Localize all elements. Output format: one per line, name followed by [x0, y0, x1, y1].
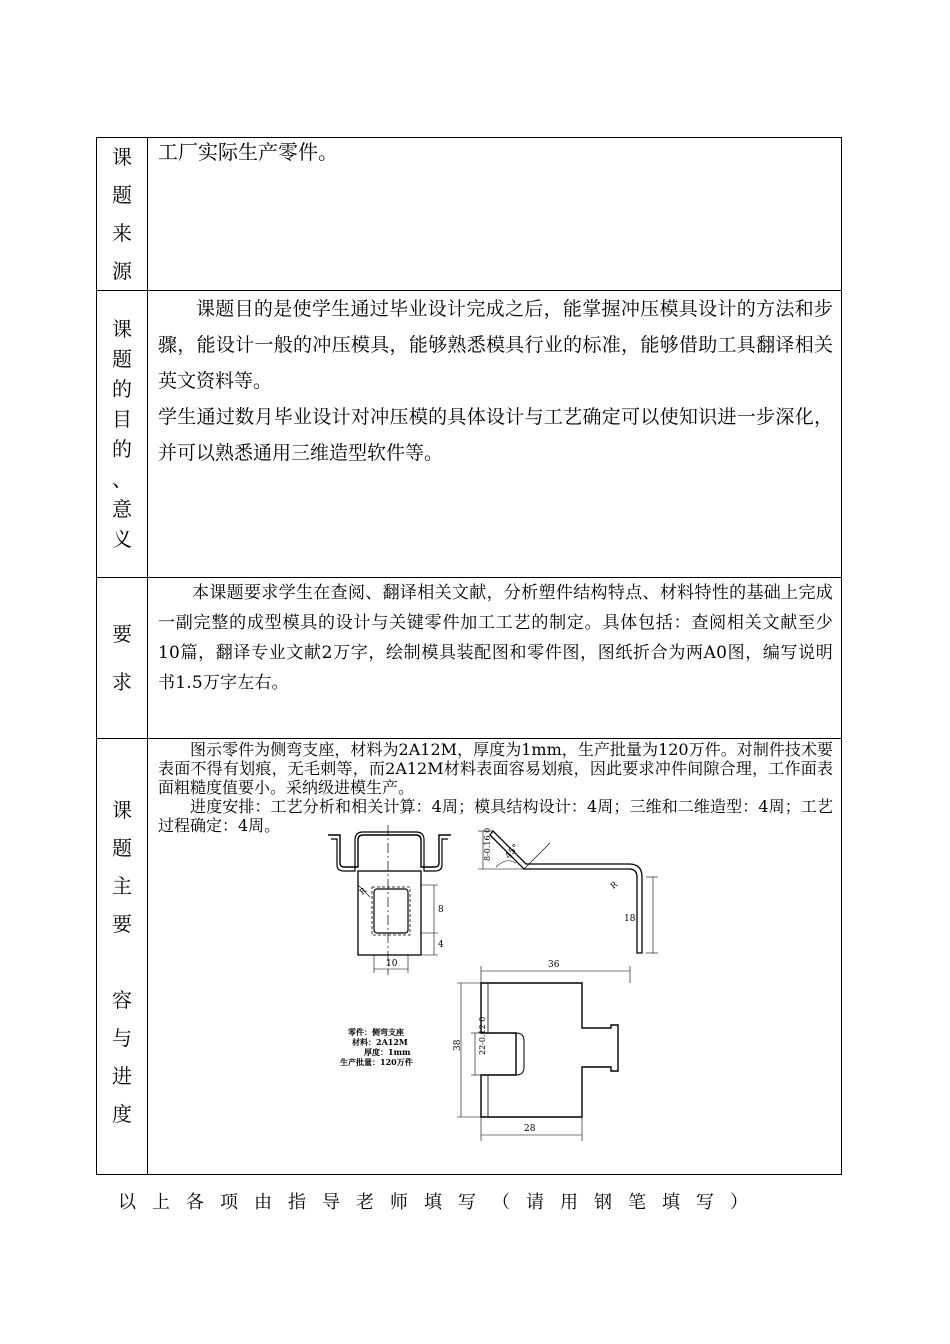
- row-label-content-progress: [97, 739, 148, 1175]
- label-char: 课: [112, 317, 132, 341]
- source-text: 工厂实际生产零件。: [158, 140, 338, 164]
- side-view: [478, 831, 658, 953]
- label-char: 来: [112, 221, 132, 245]
- dim-tolerance-22: 22-0.12 0: [478, 1016, 487, 1055]
- label-char: 课: [112, 797, 132, 822]
- dim-18: 18: [624, 914, 636, 924]
- row-label-purpose: [97, 291, 148, 578]
- note-line: 生产批量：120万件: [340, 1057, 413, 1067]
- row-label-requirements: [97, 578, 148, 739]
- label-char: 目: [112, 407, 132, 431]
- row-label-source: [97, 138, 148, 291]
- source-cell: [148, 138, 842, 291]
- note-line: 厚度：1mm: [364, 1047, 411, 1057]
- dim-38: 38: [453, 1039, 463, 1051]
- purpose-cell: [148, 291, 842, 578]
- schedule-paragraph: 进度安排：工艺分析和相关计算：4周；模具结构设计：4周；三维和二维造型：4周；工艺过程确定：4周。: [158, 797, 833, 835]
- label-char: 求: [112, 670, 132, 694]
- label-char: 题: [112, 183, 132, 207]
- label-char: 要: [112, 911, 132, 936]
- purpose-paragraph: 学生通过数月毕业设计对冲压模的具体设计与工艺确定可以使知识进一步深化，并可以熟悉通用三维造型软件等。: [158, 406, 833, 464]
- dim-angle-45: 45°: [503, 842, 522, 862]
- label-char: 与: [112, 1025, 132, 1050]
- label-char: 义: [112, 527, 132, 551]
- label-char: 度: [112, 1101, 132, 1126]
- note-line: 零件：侧弯支座: [348, 1027, 404, 1037]
- dim-10: 10: [386, 959, 398, 969]
- dim-r-left: R: [357, 885, 369, 897]
- content-paragraph: 图示零件为侧弯支座，材料为2A12M，厚度为1mm，生产批量为120万件。对制件技术要表面不得有划痕，无毛刺等，而2A12M材料表面容易划痕，因此要求冲件间隙合理，工作面表面粗糙度值要小。采纳级进模生产。: [158, 740, 833, 797]
- label-char: 的: [112, 437, 132, 461]
- part-note: [340, 1027, 413, 1067]
- label-char: 主: [112, 873, 132, 898]
- part-drawing: [328, 825, 668, 1134]
- dim-28: 28: [524, 1124, 536, 1134]
- label-char: 课: [112, 145, 132, 169]
- purpose-paragraph: 课题目的是使学生通过毕业设计完成之后，能掌握冲压模具设计的方法和步骤，能设计一般的冲压模具，能够熟悉模具行业的标准，能够借助工具翻译相关英文资料等。: [158, 298, 833, 392]
- dim-tolerance-8: 8-0.16 0: [483, 827, 492, 861]
- label-char: 的: [112, 377, 132, 401]
- label-char: 意: [112, 497, 132, 521]
- requirements-text: 本课题要求学生在查阅、翻译相关文献，分析塑件结构特点、材料特性的基础上完成一副完整的成型模具的设计与关键零件加工工艺的制定。具体包括：查阅相关文献至少10篇，翻译专业文献2万字，绘制模具装配图和零件图，图纸折合为两A0图，编写说明书1.5万字左右。: [158, 583, 833, 693]
- dim-r-right: R: [608, 879, 620, 891]
- front-view: [328, 825, 451, 975]
- dim-8: 8: [438, 905, 444, 915]
- label-char: 题: [112, 347, 132, 371]
- task-form-table: [96, 137, 842, 1175]
- dim-36: 36: [548, 960, 560, 970]
- footer-note: 以上各项由指导老师填写（请用钢笔填写）: [118, 1192, 764, 1213]
- content-progress-cell: [148, 739, 842, 1175]
- label-char: 要: [112, 622, 132, 646]
- label-char: 题: [112, 835, 132, 860]
- label-char: 容: [112, 987, 132, 1012]
- dim-4: 4: [438, 940, 444, 950]
- label-char: 源: [112, 259, 132, 283]
- requirements-cell: [148, 578, 842, 739]
- label-char: 、: [112, 467, 132, 491]
- label-char: 进: [112, 1063, 132, 1088]
- note-line: 材料：2A12M: [352, 1037, 408, 1047]
